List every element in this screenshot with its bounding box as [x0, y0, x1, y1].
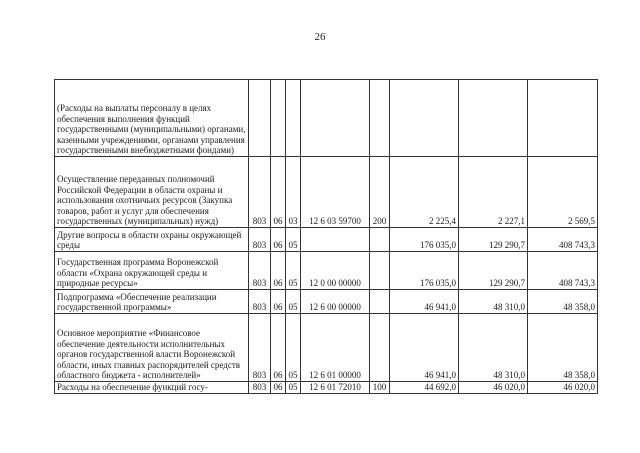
row-year-1: 44 692,0: [390, 382, 459, 394]
row-csr: 12 6 00 00000: [301, 290, 370, 314]
row-csr: [301, 80, 370, 157]
row-year-2: 2 227,1: [459, 157, 528, 228]
row-name: (Расходы на выплаты персоналу в целях обеспечения выполнения функций государственными (муниципальными) органами, казенными учреждениями, органами управления государственными внебюджетными фондами): [55, 80, 249, 157]
row-year-2: 48 310,0: [459, 314, 528, 382]
row-name: Осуществление переданных полномочий Российской Федерации в области охраны и использования охотничьих ресурсов (Закупка товаров, работ и услуг для обеспечения государственных (муниципальных) нужд): [55, 157, 249, 228]
row-ved: 803: [249, 382, 271, 394]
row-ved: 803: [249, 290, 271, 314]
row-year-2: 46 020,0: [459, 382, 528, 394]
table-row: [55, 290, 598, 314]
row-rz: [271, 80, 286, 157]
row-year-3: [528, 80, 598, 157]
row-year-1: 46 941,0: [390, 290, 459, 314]
page-number: 26: [314, 31, 326, 43]
row-ved: 803: [249, 157, 271, 228]
row-name: Подпрограмма «Обеспечение реализации государственной программы»: [55, 290, 249, 314]
row-year-3: 408 743,3: [528, 228, 598, 252]
row-year-1: 46 941,0: [390, 314, 459, 382]
row-year-2: [459, 80, 528, 157]
row-name: Государственная программа Воронежской области «Охрана окружающей среды и природные ресурсы»: [55, 252, 249, 290]
row-year-2: 48 310,0: [459, 290, 528, 314]
row-pr: 03: [286, 157, 301, 228]
row-pr: [286, 80, 301, 157]
row-year-3: 48 358,0: [528, 314, 598, 382]
row-rz: 06: [271, 228, 286, 252]
row-name: Расходы на обеспечение функций госу-: [55, 382, 249, 394]
row-vr: [370, 314, 390, 382]
row-rz: 06: [271, 157, 286, 228]
row-ved: 803: [249, 252, 271, 290]
row-vr: [370, 80, 390, 157]
budget-table: [54, 79, 598, 394]
row-csr: [301, 228, 370, 252]
table-row: [55, 228, 598, 252]
row-rz: 06: [271, 382, 286, 394]
row-vr: [370, 290, 390, 314]
row-name: Основное мероприятие «Финансовое обеспечение деятельности исполнительных органов государственной власти Воронежской области, иных главных распорядителей средств областного бюджета - исполнителей»: [55, 314, 249, 382]
row-year-1: [390, 80, 459, 157]
table-row: [55, 382, 598, 394]
row-pr: 05: [286, 228, 301, 252]
row-pr: 05: [286, 290, 301, 314]
row-csr: 12 6 03 59700: [301, 157, 370, 228]
row-pr: 05: [286, 314, 301, 382]
row-ved: 803: [249, 314, 271, 382]
row-csr: 12 6 01 72010: [301, 382, 370, 394]
row-ved: 803: [249, 228, 271, 252]
row-year-3: 46 020,0: [528, 382, 598, 394]
table-row: [55, 157, 598, 228]
row-csr: 12 0 00 00000: [301, 252, 370, 290]
row-year-3: 48 358,0: [528, 290, 598, 314]
table-row: [55, 252, 598, 290]
row-csr: 12 6 01 00000: [301, 314, 370, 382]
row-rz: 06: [271, 252, 286, 290]
row-pr: 05: [286, 252, 301, 290]
row-vr: [370, 252, 390, 290]
row-rz: 06: [271, 290, 286, 314]
row-rz: 06: [271, 314, 286, 382]
row-name: Другие вопросы в области охраны окружающей среды: [55, 228, 249, 252]
row-vr: [370, 228, 390, 252]
row-year-1: 176 035,0: [390, 252, 459, 290]
row-ved: [249, 80, 271, 157]
row-year-2: 129 290,7: [459, 228, 528, 252]
row-pr: 05: [286, 382, 301, 394]
row-vr: 200: [370, 157, 390, 228]
row-year-1: 2 225,4: [390, 157, 459, 228]
row-year-1: 176 035,0: [390, 228, 459, 252]
table-row: [55, 314, 598, 382]
table-row: [55, 80, 598, 157]
row-year-2: 129 290,7: [459, 252, 528, 290]
row-vr: 100: [370, 382, 390, 394]
row-year-3: 408 743,3: [528, 252, 598, 290]
row-year-3: 2 569,5: [528, 157, 598, 228]
